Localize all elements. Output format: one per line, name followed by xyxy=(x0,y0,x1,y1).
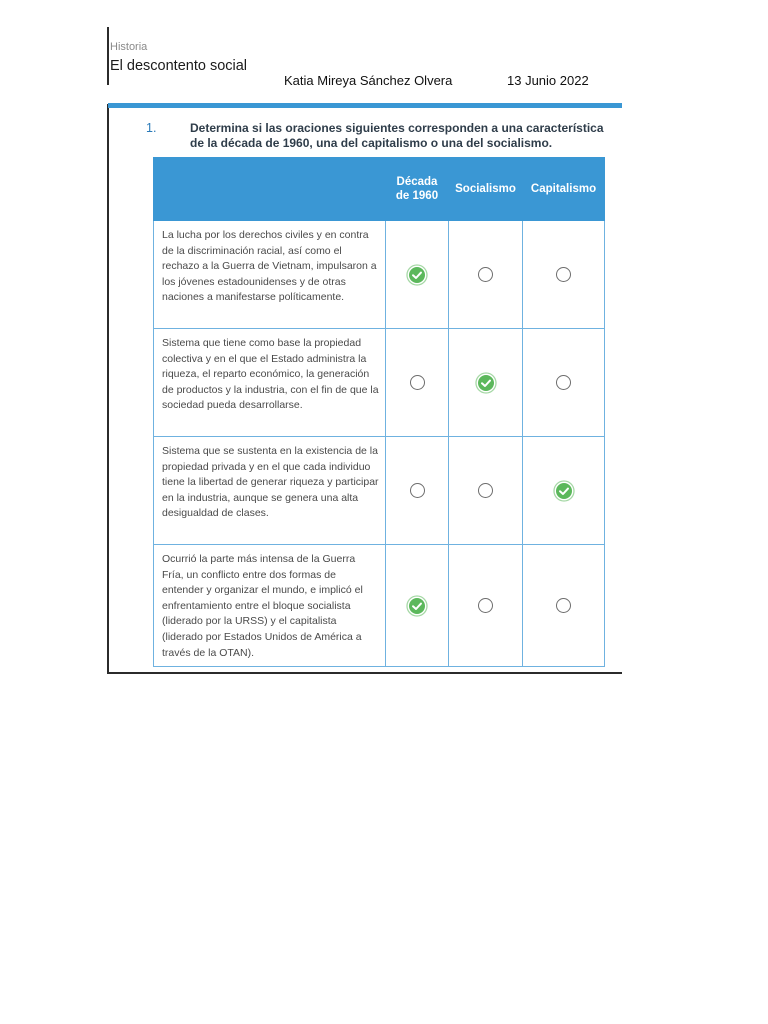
column-header-capitalismo: Capitalismo xyxy=(523,158,605,221)
subject-label: Historia xyxy=(110,41,148,53)
checked-radio-icon[interactable] xyxy=(553,480,575,502)
option-cell xyxy=(523,329,605,437)
page-bottom-rule xyxy=(107,672,622,674)
column-header-label: Década de 1960 xyxy=(395,176,439,202)
statement-cell: Ocurrió la parte más intensa de la Guerra Fría, un conflicto entre dos formas de entender y organizar el mundo, e implicó el enfrentamiento entre el bloque socialista (liderado por la URSS) y el capitalista (liderado por Estados Unidos de América a través de la OTAN). xyxy=(154,545,386,667)
option-cell xyxy=(449,545,523,667)
radio-button[interactable] xyxy=(556,267,571,282)
radio-button[interactable] xyxy=(478,267,493,282)
table-row xyxy=(154,545,605,667)
radio-button[interactable] xyxy=(556,598,571,613)
option-cell xyxy=(386,329,449,437)
header-left-rule xyxy=(107,27,109,85)
page-title: El descontento social xyxy=(110,58,248,74)
table-header-row xyxy=(154,158,605,221)
option-cell xyxy=(523,545,605,667)
column-header-socialismo: Socialismo xyxy=(449,158,523,221)
option-cell xyxy=(449,437,523,545)
option-cell xyxy=(449,221,523,329)
student-name: Katia Mireya Sánchez Olvera xyxy=(284,73,453,88)
statement-cell: Sistema que se sustenta en la existencia de la propiedad privada y en el que cada individuo tiene la libertad de generar riqueza y participar en la industria, aunque se genera una alta desigualdad de clases. xyxy=(154,437,386,545)
option-cell xyxy=(449,329,523,437)
table-row xyxy=(154,221,605,329)
radio-button[interactable] xyxy=(410,375,425,390)
statement-cell: La lucha por los derechos civiles y en contra de la discriminación racial, así como el rechazo a la Guerra de Vietnam, impulsaron a los jóvenes estadounidenses y de otras naciones a manifestarse políticamente. xyxy=(154,221,386,329)
option-cell xyxy=(523,437,605,545)
question-number: 1. xyxy=(146,121,157,135)
option-cell xyxy=(386,221,449,329)
radio-button[interactable] xyxy=(478,483,493,498)
radio-button[interactable] xyxy=(478,598,493,613)
checked-radio-icon[interactable] xyxy=(475,372,497,394)
answer-table xyxy=(153,157,605,667)
section-top-bar xyxy=(108,103,622,108)
column-header-decada-1960 xyxy=(386,158,449,221)
checked-radio-icon[interactable] xyxy=(406,595,428,617)
option-cell xyxy=(523,221,605,329)
question-text: Determina si las oraciones siguientes corresponden a una característica de la década de 1960, una del capitalismo o una del socialismo. xyxy=(190,121,604,150)
option-cell xyxy=(386,437,449,545)
option-cell xyxy=(386,545,449,667)
table-row xyxy=(154,437,605,545)
page-left-rule xyxy=(107,104,109,674)
radio-button[interactable] xyxy=(410,483,425,498)
column-header-statement xyxy=(154,158,386,221)
table-row xyxy=(154,329,605,437)
radio-button[interactable] xyxy=(556,375,571,390)
checked-radio-icon[interactable] xyxy=(406,264,428,286)
document-date: 13 Junio 2022 xyxy=(507,73,589,88)
statement-cell: Sistema que tiene como base la propiedad colectiva y en el que el Estado administra la riqueza, el reparto económico, la generación de productos y la industria, con el fin de que la sociedad pueda desarrollarse. xyxy=(154,329,386,437)
